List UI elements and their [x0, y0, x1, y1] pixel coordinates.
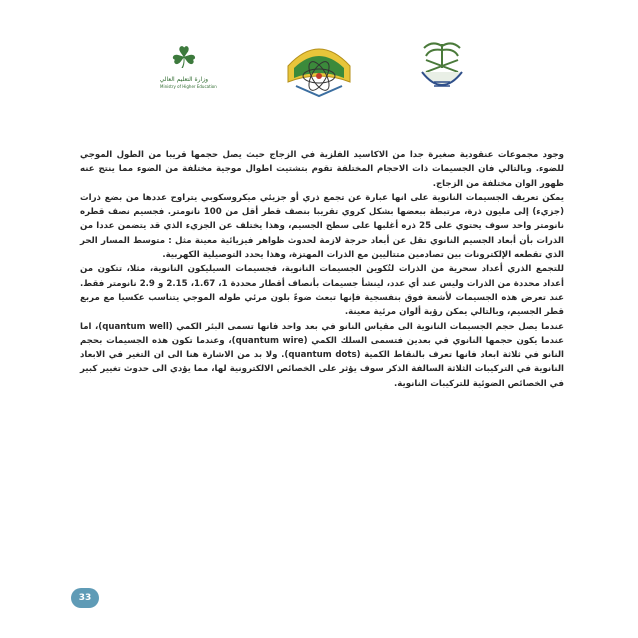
paragraph: عندما يصل حجم الجسيمات النانوية الى مقياس النانو في بعد واحد فانها تسمى البئر الكمي (quantum well)، اما عندما يكون حجمها النانوي في بعدين فتسمى السلك الكمي (quantum wire)، وعندما تكون هذه الجسيمات بحجم النانو في ثلاثة ابعاد فانها تعرف بالنقاط الكمية (quantum dots). ولا بد من الاشارة هنا الى ان التغير في الابعاد النانوية في التركيبات الثلاثة السالفة الذكر سوف يؤثر على الخصائص الالكترونية لها، مما يؤدي الى حدوث تغيير كبير في الخصائص الضوئية للتركيبات النانوية.	[80, 321, 565, 389]
university-logo	[412, 38, 472, 102]
header-logos	[0, 28, 638, 108]
palm-icon: ☘	[170, 41, 198, 76]
ministry-logo	[159, 41, 217, 104]
paragraph: يمكن تعريف الجسيمات النانوية على انها عبارة عن تجمع ذري أو جزيئي ميكروسكوبي يتراوح عددها من بضع ذرات (جزيء) إلى مليون ذرة، مرتبطة ببعضها بشكل كروي تقريبا بنصف قطر أقل من 100 نانومتر. فجسيم نصف قطره نانومتر واحد سوف يحتوي على 25 ذره أغلبها على سطح الجسيم، وهذا يختلف عن الجزيء الذي قد يتضمن عددا من الذرات بأن أبعاد الجسيم النانوي تقل عن أبعاد حرجة لازمة لحدوث ظواهر فيزيائية معينة مثل : متوسط المسار الحر الذي تقطعه الإلكترونات بين تصادمين متتاليين مع الذرات المهتزة، وهذا يحدد التوصيلية الكهربية.	[80, 192, 564, 261]
atom-book-icon	[282, 36, 356, 102]
palm-swords-icon	[412, 38, 472, 102]
page-number: 33	[71, 588, 99, 608]
university-emblem-logo	[282, 36, 356, 102]
paragraph: للتجمع الذري أعداد سحرية من الذرات لتُكوين الجسيمات النانوية، فجسيمات السيليكون النانوية، مثلا، تتكون من أعداد محددة من الذرات وليس عند أي عدد، لينشأ جسيمات بأنصاف أقطار محددة 1، 1.67، 2.15 و 2.9 نانومتر فقط. عند تعرض هذه الجسيمات لأشعة فوق بنفسجية فإنها تبعث ضوءً بلون مرئي طوله الموجي يتناسب عكسيا مع مربع قطر الجسيم، وبالتالي يمكن رؤية ألوان مرئية معينة.	[80, 264, 564, 318]
article-body	[80, 148, 564, 391]
paragraph: وجود مجموعات عنقودية صغيرة جدا من الاكاسيد الفلزية في الزجاج حيث يصل حجمها قريبا من الطول الموجي للضوء. وبالتالي فان الجسيمات ذات الاحجام المختلفة تقوم بتشتيت اطوال موجية مختلفة من الضوء مما ينتج عنه ظهور الوان مختلفة من الزجاج.	[80, 150, 564, 189]
ministry-caption-ar: وزارة التعليم العالي	[159, 76, 208, 83]
ministry-caption-en: Ministry of Higher Education	[160, 84, 217, 89]
